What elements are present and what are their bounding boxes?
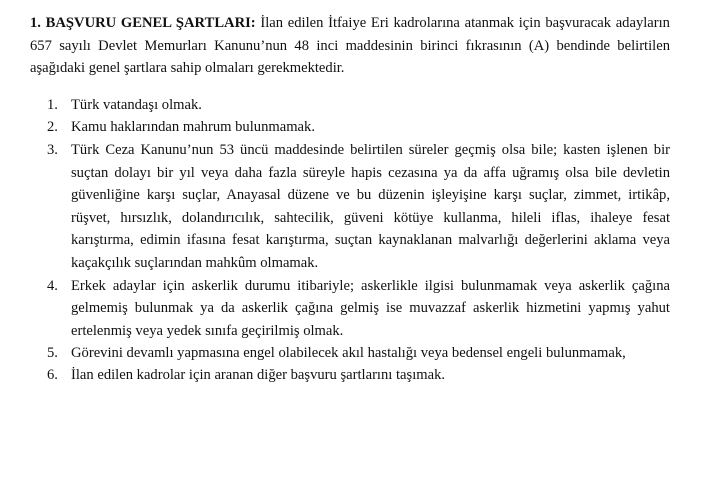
intro-paragraph bbox=[30, 12, 670, 80]
list-item bbox=[30, 139, 670, 275]
section-heading: 1. BAŞVURU GENEL ŞARTLARI: bbox=[30, 15, 256, 31]
item-text: İlan edilen kadrolar için aranan diğer başvuru şartlarını taşımak. bbox=[71, 367, 446, 384]
item-number: 1. bbox=[47, 96, 58, 113]
item-number: 6. bbox=[47, 367, 58, 384]
list-item bbox=[30, 116, 670, 139]
item-number: 5. bbox=[47, 345, 58, 362]
item-number: 3. bbox=[47, 141, 58, 158]
list-item bbox=[30, 364, 670, 387]
item-text: Erkek adaylar için askerlik durumu itibariyle; askerlikle ilgisi bulunmamak veya askerlik çağına gelmemiş bulunmak ya da askerlik çağına gelmiş ise muvazzaf askerlik hizmetini yapmış yahut ertelenmiş veya yedek sınıfa geçirilmiş olmak. bbox=[71, 277, 670, 339]
list-item bbox=[30, 342, 670, 364]
item-number: 4. bbox=[47, 277, 58, 294]
item-text: Kamu haklarından mahrum bulunmamak. bbox=[71, 119, 315, 136]
list-item bbox=[30, 275, 670, 343]
item-text: Türk vatandaşı olmak. bbox=[71, 96, 202, 113]
intro-text: İlan edilen İtfaiye Eri kadrolarına atanmak için başvuracak adayların 657 sayılı Devlet Memurları Kanunu’nun 48 inci maddesinin birinci fıkrasının (A) bendinde belirtilen aşağıdaki genel şartlara sahip olmaları gerekmektedir. bbox=[30, 15, 670, 77]
item-number: 2. bbox=[47, 119, 58, 136]
list-item bbox=[30, 94, 670, 117]
item-text: Görevini devamlı yapmasına engel olabilecek akıl hastalığı veya bedensel engeli bulunmamak, bbox=[71, 345, 626, 362]
document-page bbox=[30, 12, 670, 387]
requirements-list bbox=[30, 94, 670, 387]
item-text: Türk Ceza Kanunu’nun 53 üncü maddesinde belirtilen süreler geçmiş olsa bile; kasten işlenen bir suçtan dolayı bir yıl veya daha fazla süreyle hapis cezasına ya da affa uğramış olsa bile devletin güvenliğine karşı suçlar, Anayasal düzene ve bu düzenin işleyişine karşı suçlar, zimmet, irtikâp, rüşvet, hırsızlık, dolandırıcılık, sahtecilik, güveni kötüye kullanma, hileli iflas, ihaleye fesat karıştırma, edimin ifasına fesat karıştırma, suçtan kaynaklanan malvarlığı değerlerini aklama veya kaçakçılık suçlarından mahkûm olmamak. bbox=[71, 141, 670, 271]
